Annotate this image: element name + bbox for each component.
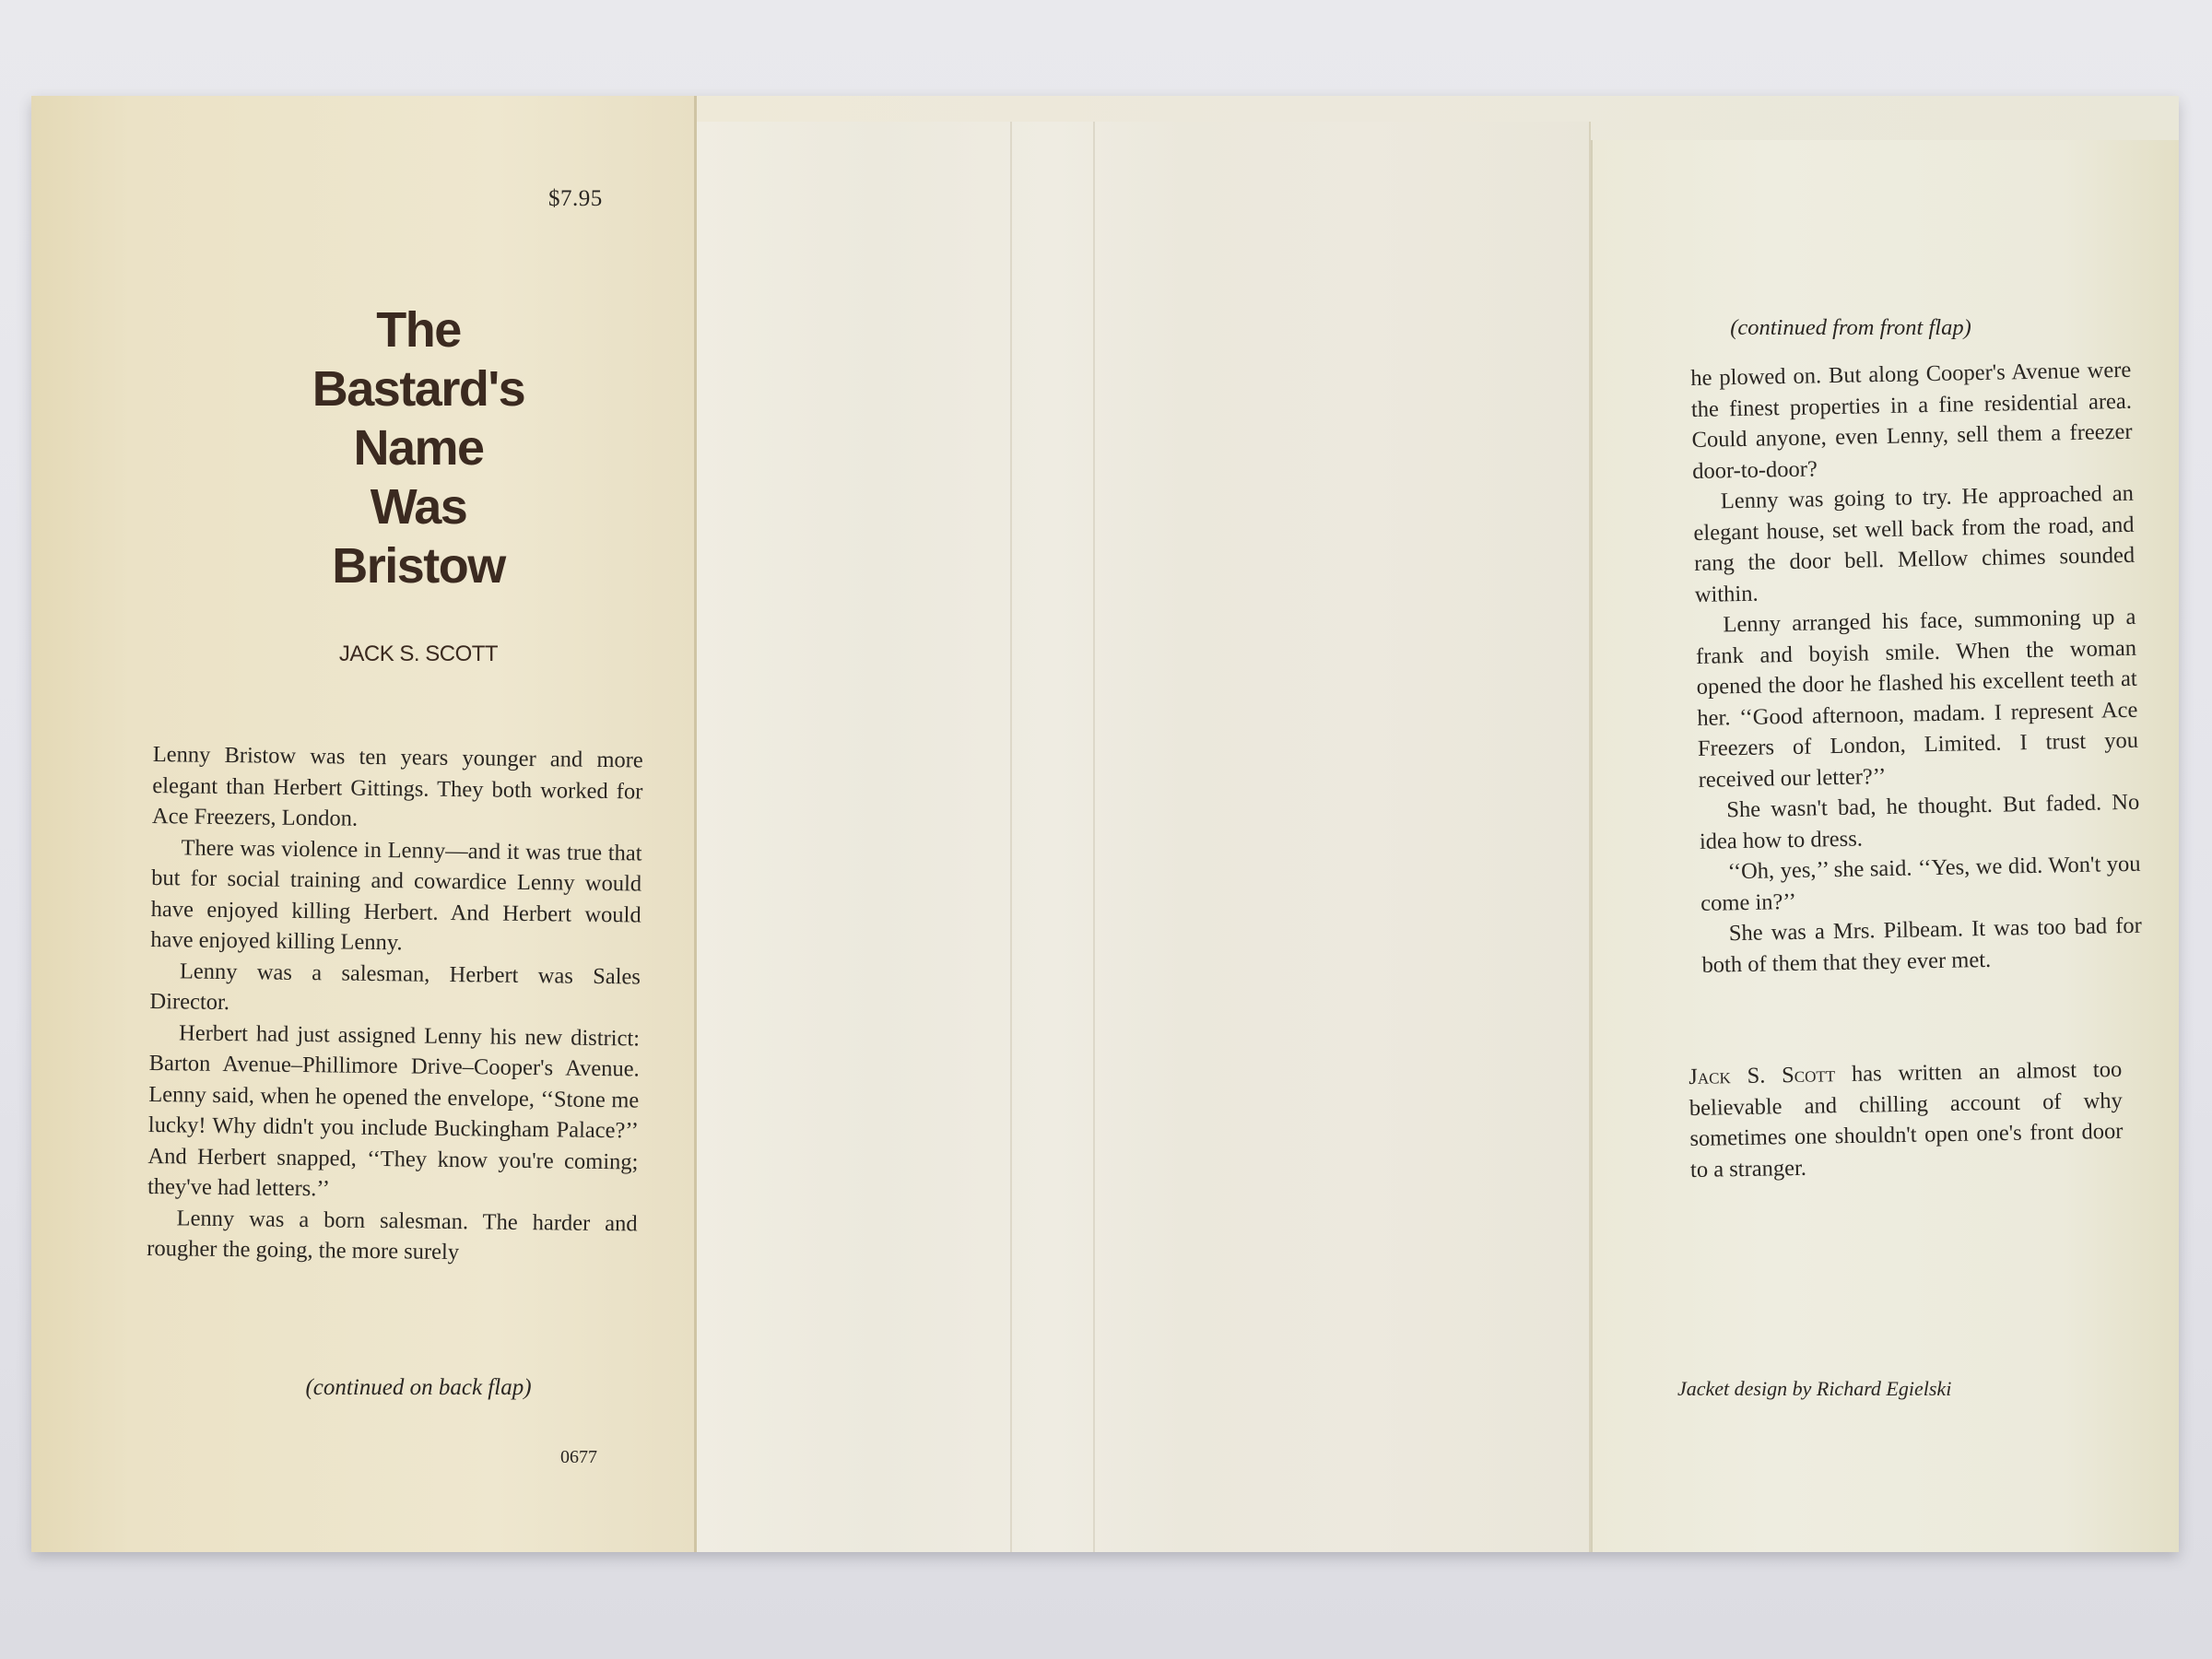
title-line: Name (353, 420, 484, 476)
back-flap-text (1690, 355, 2143, 981)
story-paragraph: he plowed on. But along Cooper's Avenue were the finest properties in a fine residential area. Could anyone, even Lenny, sell them a freezer door-to-door? (1690, 357, 2133, 484)
fold-crease (1010, 122, 1012, 1552)
front-flap-blurb (147, 739, 643, 1270)
inner-panel (697, 122, 1591, 1552)
blurb-paragraph: Herbert had just assigned Lenny his new district: Barton Avenue–Phillimore Drive–Cooper's Avenue. Lenny said, when he opened the envelope, ‘‘Stone me lucky! Why didn't you include Buckingham Palace?’’ And Herbert snapped, ‘‘They know you're coming; they've had letters.’’ (147, 1019, 641, 1202)
title-line: Bastard's (312, 361, 525, 417)
about-author (1688, 1054, 2124, 1185)
continued-note: (continued on back flap) (305, 1375, 532, 1400)
dust-jacket (31, 96, 2179, 1552)
blurb-paragraph: There was violence in Lenny—and it was true that but for social training and cowardice Lenny would have enjoyed killing Herbert. And Herbert would have enjoyed killing Lenny. (150, 834, 642, 956)
story-paragraph: She was a Mrs. Pilbeam. It was too bad for both of them that they ever met. (1701, 912, 2143, 978)
title-line: Was (370, 479, 467, 535)
about-author-name: Jack S. Scott (1688, 1062, 1836, 1089)
continued-note: (continued from front flap) (1730, 315, 1971, 340)
front-flap (31, 96, 697, 1552)
blurb-paragraph: Lenny was a born salesman. The harder and rougher the going, the more surely (147, 1205, 638, 1265)
jacket-credit: Jacket design by Richard Egielski (1677, 1377, 1952, 1400)
story-paragraph: Lenny arranged his face, summoning up a frank and boyish smile. When the woman opened the door he flashed his excellent teeth at her. ‘‘Good afternoon, madam. I represent Ace Freezers of London, Limited. I trust you received our letter?’’ (1695, 604, 2139, 793)
story-paragraph: She wasn't bad, he thought. But faded. No idea how to dress. (1699, 789, 2140, 854)
price: $7.95 (548, 186, 603, 211)
catalog-code: 0677 (560, 1447, 597, 1467)
back-flap (1591, 140, 2179, 1552)
story-paragraph: ‘‘Oh, yes,’’ she said. ‘‘Yes, we did. Won't you come in?’’ (1700, 851, 2141, 916)
title-line: The (376, 302, 461, 358)
about-author-text: has written an almost too believable and chilling account of why sometimes one shouldn't open one's front door to a stranger. (1688, 1056, 2124, 1182)
blurb-paragraph: Lenny was a salesman, Herbert was Sales Director. (149, 958, 641, 1016)
fold-crease (1093, 122, 1095, 1552)
story-paragraph: Lenny was going to try. He approached an elegant house, set well back from the road, and rang the door bell. Mellow chimes sounded within. (1693, 480, 2136, 607)
author-name: JACK S. SCOTT (338, 641, 499, 666)
book-title (262, 300, 575, 595)
blurb-paragraph: Lenny Bristow was ten years younger and more elegant than Herbert Gittings. They both worked for Ace Freezers, London. (151, 741, 643, 831)
title-line: Bristow (332, 538, 505, 594)
